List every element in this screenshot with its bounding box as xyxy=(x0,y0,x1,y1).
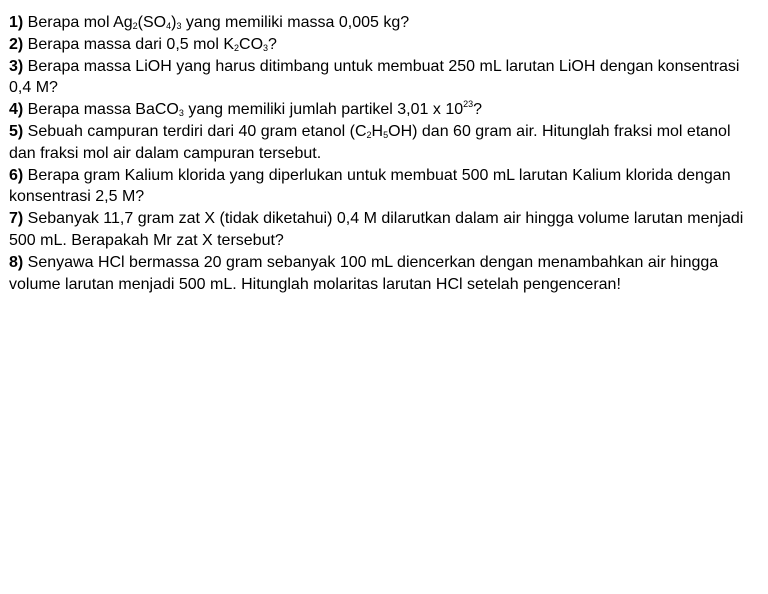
question-8 xyxy=(9,252,761,296)
question-text: ? xyxy=(473,101,483,119)
question-7 xyxy=(9,208,761,252)
subscript: 2 xyxy=(234,42,240,53)
question-text: Sebuah campuran terdiri dari 40 gram etanol (C xyxy=(23,122,367,140)
question-text: CO xyxy=(239,35,264,53)
subscript: 2 xyxy=(132,21,138,31)
question-5 xyxy=(9,121,761,165)
question-number: 5) xyxy=(9,122,24,140)
question-number: 4) xyxy=(9,101,24,119)
question-number: 1) xyxy=(9,14,24,31)
question-text: ? xyxy=(268,35,277,53)
question-number: 7) xyxy=(9,210,24,228)
question-4 xyxy=(9,99,761,121)
question-text: OH) dan 60 gram air. Hitunglah fraksi mol etanol dan fraksi mol air dalam campuran tersebut. xyxy=(9,122,731,162)
superscript: 23 xyxy=(463,99,474,110)
subscript: 2 xyxy=(366,129,372,140)
question-number: 6) xyxy=(9,166,24,184)
question-list xyxy=(9,12,761,295)
question-text: yang memiliki massa 0,005 kg? xyxy=(181,14,410,31)
question-text: (SO xyxy=(137,14,167,31)
question-text: H xyxy=(371,122,384,140)
question-text: Berapa mol Ag xyxy=(23,14,133,31)
question-text: Sebanyak 11,7 gram zat X (tidak diketahui) 0,4 M dilarutkan dalam air hingga volume larutan menjadi 500 mL. Berapakah Mr zat X tersebut? xyxy=(9,210,744,249)
question-text: Berapa massa LiOH yang harus ditimbang untuk membuat 250 mL larutan LiOH dengan konsentrasi 0,4 M? xyxy=(9,57,740,97)
question-number: 3) xyxy=(9,57,24,75)
question-number: 2) xyxy=(9,35,24,53)
question-2 xyxy=(9,34,761,56)
question-6 xyxy=(9,165,761,209)
question-text: Berapa gram Kalium klorida yang diperlukan untuk membuat 500 mL larutan Kalium klorida dengan konsentrasi 2,5 M? xyxy=(9,166,731,206)
question-number: 8) xyxy=(9,253,24,271)
subscript: 3 xyxy=(178,108,184,119)
question-1 xyxy=(9,12,761,34)
question-3 xyxy=(9,56,761,100)
question-text: Berapa massa dari 0,5 mol K xyxy=(23,35,234,53)
subscript: 5 xyxy=(383,129,389,140)
question-text: Senyawa HCl bermassa 20 gram sebanyak 100 mL diencerkan dengan menambahkan air hingga volume larutan menjadi 500 mL. Hitunglah molaritas larutan HCl setelah pengenceran! xyxy=(9,253,719,293)
question-text: ) xyxy=(171,14,177,31)
subscript: 4 xyxy=(166,21,172,31)
subscript: 3 xyxy=(263,42,269,53)
question-text: Berapa massa BaCO xyxy=(23,101,179,119)
subscript: 3 xyxy=(176,21,182,31)
question-text: yang memiliki jumlah partikel 3,01 x 10 xyxy=(183,101,464,119)
